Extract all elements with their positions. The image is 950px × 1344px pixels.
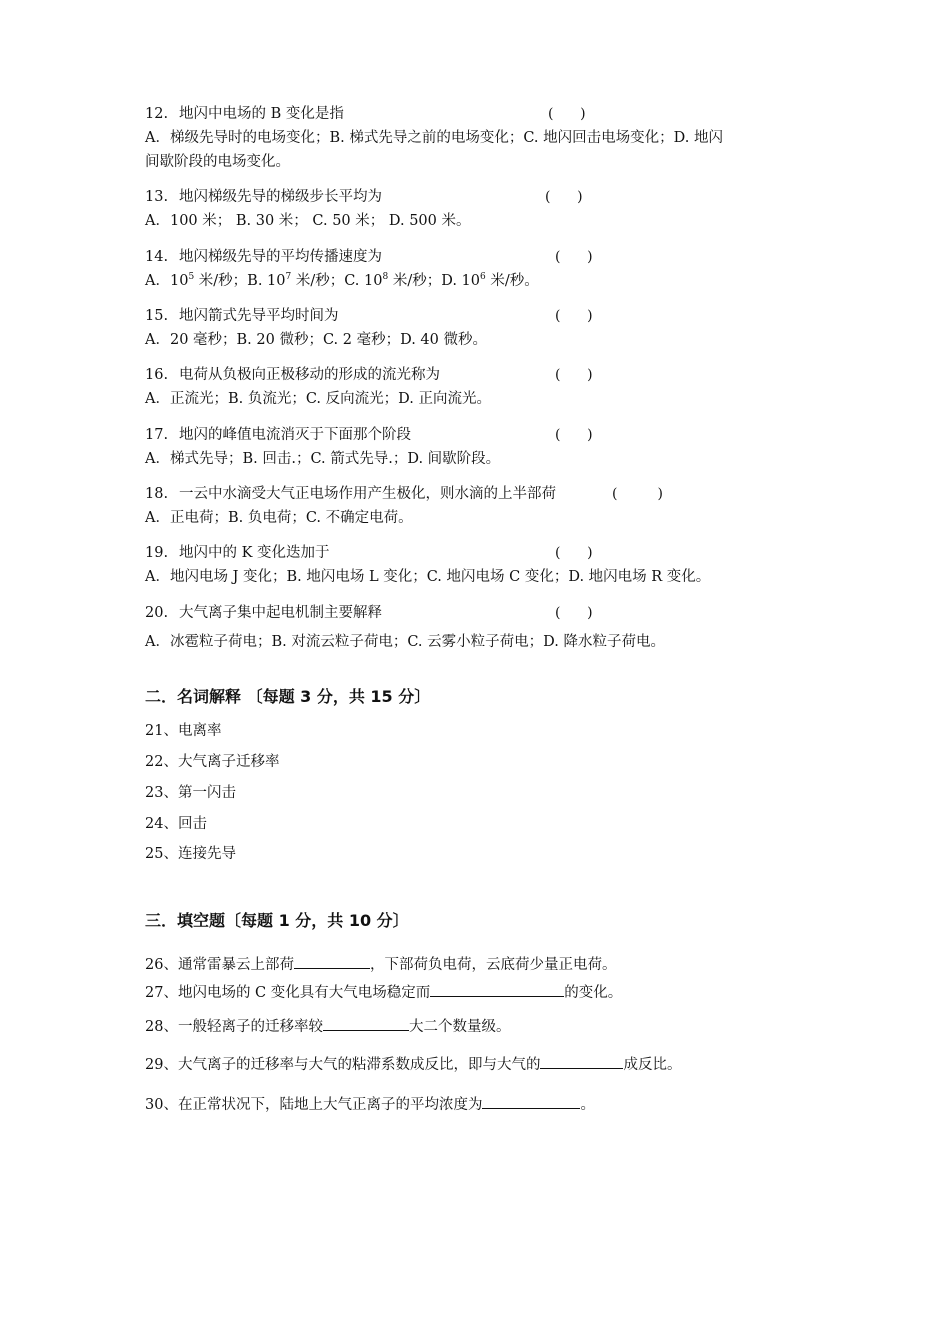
question-19 bbox=[145, 543, 330, 563]
question-number: 18. bbox=[145, 486, 169, 502]
answer-bracket[interactable]: ( ) bbox=[612, 486, 663, 502]
answer-bracket[interactable]: ( ) bbox=[555, 249, 593, 265]
answer-blank[interactable] bbox=[294, 954, 370, 969]
answer-bracket[interactable]: ( ) bbox=[555, 427, 593, 443]
answer-bracket[interactable]: ( ) bbox=[555, 367, 593, 383]
fill-item bbox=[145, 1054, 681, 1075]
exponent: 7 bbox=[285, 272, 292, 283]
question-options: A．梯式先导；B. 回击.；C. 箭式先导.；D. 间歇阶段。 bbox=[145, 451, 501, 467]
fill-item bbox=[145, 1094, 595, 1115]
answer-bracket[interactable]: ( ) bbox=[555, 308, 593, 324]
fill-item bbox=[145, 982, 622, 1003]
question-number: 12. bbox=[145, 106, 169, 122]
term-item: 23、第一闪击 bbox=[145, 785, 236, 801]
question-18 bbox=[145, 484, 556, 504]
fill-text-after: 。 bbox=[580, 1097, 595, 1113]
question-14 bbox=[145, 247, 382, 267]
answer-blank[interactable] bbox=[323, 1016, 409, 1031]
answer-blank[interactable] bbox=[482, 1094, 580, 1109]
fill-text-before: 30、在正常状况下，陆地上大气正离子的平均浓度为 bbox=[145, 1097, 483, 1113]
question-options bbox=[145, 271, 539, 291]
option-text: 米/秒；B. 10 bbox=[194, 273, 286, 289]
question-number: 20. bbox=[145, 605, 169, 621]
answer-bracket[interactable]: ( ) bbox=[555, 605, 593, 621]
question-options: A．正流光；B. 负流光；C. 反向流光；D. 正向流光。 bbox=[145, 391, 491, 407]
question-16 bbox=[145, 365, 440, 385]
question-options: A．20 毫秒；B. 20 微秒；C. 2 毫秒；D. 40 微秒。 bbox=[145, 332, 487, 348]
question-options: A．梯级先导时的电场变化；B. 梯式先导之前的电场变化；C. 地闪回击电场变化；D. 地闪 bbox=[145, 130, 723, 146]
answer-blank[interactable] bbox=[540, 1054, 623, 1069]
question-text: 地闪的峰值电流消灭于下面那个阶段 bbox=[179, 427, 411, 443]
question-text: 地闪梯级先导的平均传播速度为 bbox=[179, 249, 382, 265]
section-heading: 三．填空题〔每题 1 分，共 10 分〕 bbox=[145, 911, 409, 930]
question-text: 大气离子集中起电机制主要解释 bbox=[179, 605, 382, 621]
question-number: 13. bbox=[145, 189, 169, 205]
question-text: 地闪中电场的 B 变化是指 bbox=[179, 106, 344, 122]
question-20 bbox=[145, 603, 382, 623]
option-text: A．10 bbox=[145, 273, 189, 289]
question-number: 16. bbox=[145, 367, 169, 383]
question-number: 14. bbox=[145, 249, 169, 265]
answer-bracket[interactable]: ( ) bbox=[545, 189, 583, 205]
question-number: 19. bbox=[145, 545, 169, 561]
question-13 bbox=[145, 187, 382, 207]
answer-bracket[interactable]: ( ) bbox=[548, 106, 586, 122]
fill-text-before: 26、通常雷暴云上部荷 bbox=[145, 957, 294, 973]
question-options: A．正电荷；B. 负电荷；C. 不确定电荷。 bbox=[145, 510, 413, 526]
option-text: 米/秒；C. 10 bbox=[291, 273, 383, 289]
term-item: 25、连接先导 bbox=[145, 846, 236, 862]
question-options: A．100 米； B. 30 米； C. 50 米； D. 500 米。 bbox=[145, 213, 471, 229]
question-text: 一云中水滴受大气正电场作用产生极化，则水滴的上半部荷 bbox=[179, 486, 556, 502]
fill-text-after: 大二个数量级。 bbox=[408, 1019, 511, 1035]
question-12 bbox=[145, 104, 344, 124]
question-options: A．冰雹粒子荷电；B. 对流云粒子荷电；C. 云雾小粒子荷电；D. 降水粒子荷电。 bbox=[145, 634, 665, 650]
term-item: 22、大气离子迁移率 bbox=[145, 754, 280, 770]
term-item: 24、回击 bbox=[145, 816, 207, 832]
exponent: 6 bbox=[480, 272, 486, 283]
exponent: 5 bbox=[188, 272, 195, 283]
fill-text-before: 29、大气离子的迁移率与大气的粘滞系数成反比，即与大气的 bbox=[145, 1057, 541, 1073]
option-text: 米/秒。 bbox=[485, 273, 539, 289]
fill-text-before: 28、一般轻离子的迁移率较 bbox=[145, 1019, 323, 1035]
question-text: 地闪箭式先导平均时间为 bbox=[179, 308, 339, 324]
fill-text-after: 的变化。 bbox=[564, 985, 623, 1001]
question-text: 电荷从负极向正极移动的形成的流光称为 bbox=[179, 367, 440, 383]
question-text: 地闪梯级先导的梯级步长平均为 bbox=[179, 189, 382, 205]
question-text: 地闪中的 K 变化迭加于 bbox=[179, 545, 330, 561]
question-options: A．地闪电场 J 变化；B. 地闪电场 L 变化；C. 地闪电场 C 变化；D. 地闪电场 R 变化。 bbox=[145, 569, 711, 585]
fill-item bbox=[145, 954, 616, 975]
question-number: 15. bbox=[145, 308, 169, 324]
question-options-cont: 间歇阶段的电场变化。 bbox=[145, 154, 290, 170]
exponent: 8 bbox=[382, 272, 389, 283]
section-heading: 二．名词解释 〔每题 3 分，共 15 分〕 bbox=[145, 687, 431, 706]
question-number: 17. bbox=[145, 427, 169, 443]
answer-blank[interactable] bbox=[430, 982, 564, 997]
fill-item bbox=[145, 1016, 510, 1037]
fill-text-after: ，下部荷负电荷，云底荷少量正电荷。 bbox=[369, 957, 617, 973]
question-17 bbox=[145, 425, 411, 445]
fill-text-before: 27、地闪电场的 C 变化具有大气电场稳定而 bbox=[145, 985, 431, 1001]
question-15 bbox=[145, 306, 339, 326]
answer-bracket[interactable]: ( ) bbox=[555, 545, 593, 561]
option-text: 米/秒；D. 10 bbox=[388, 273, 480, 289]
fill-text-after: 成反比。 bbox=[623, 1057, 682, 1073]
term-item: 21、电离率 bbox=[145, 723, 222, 739]
